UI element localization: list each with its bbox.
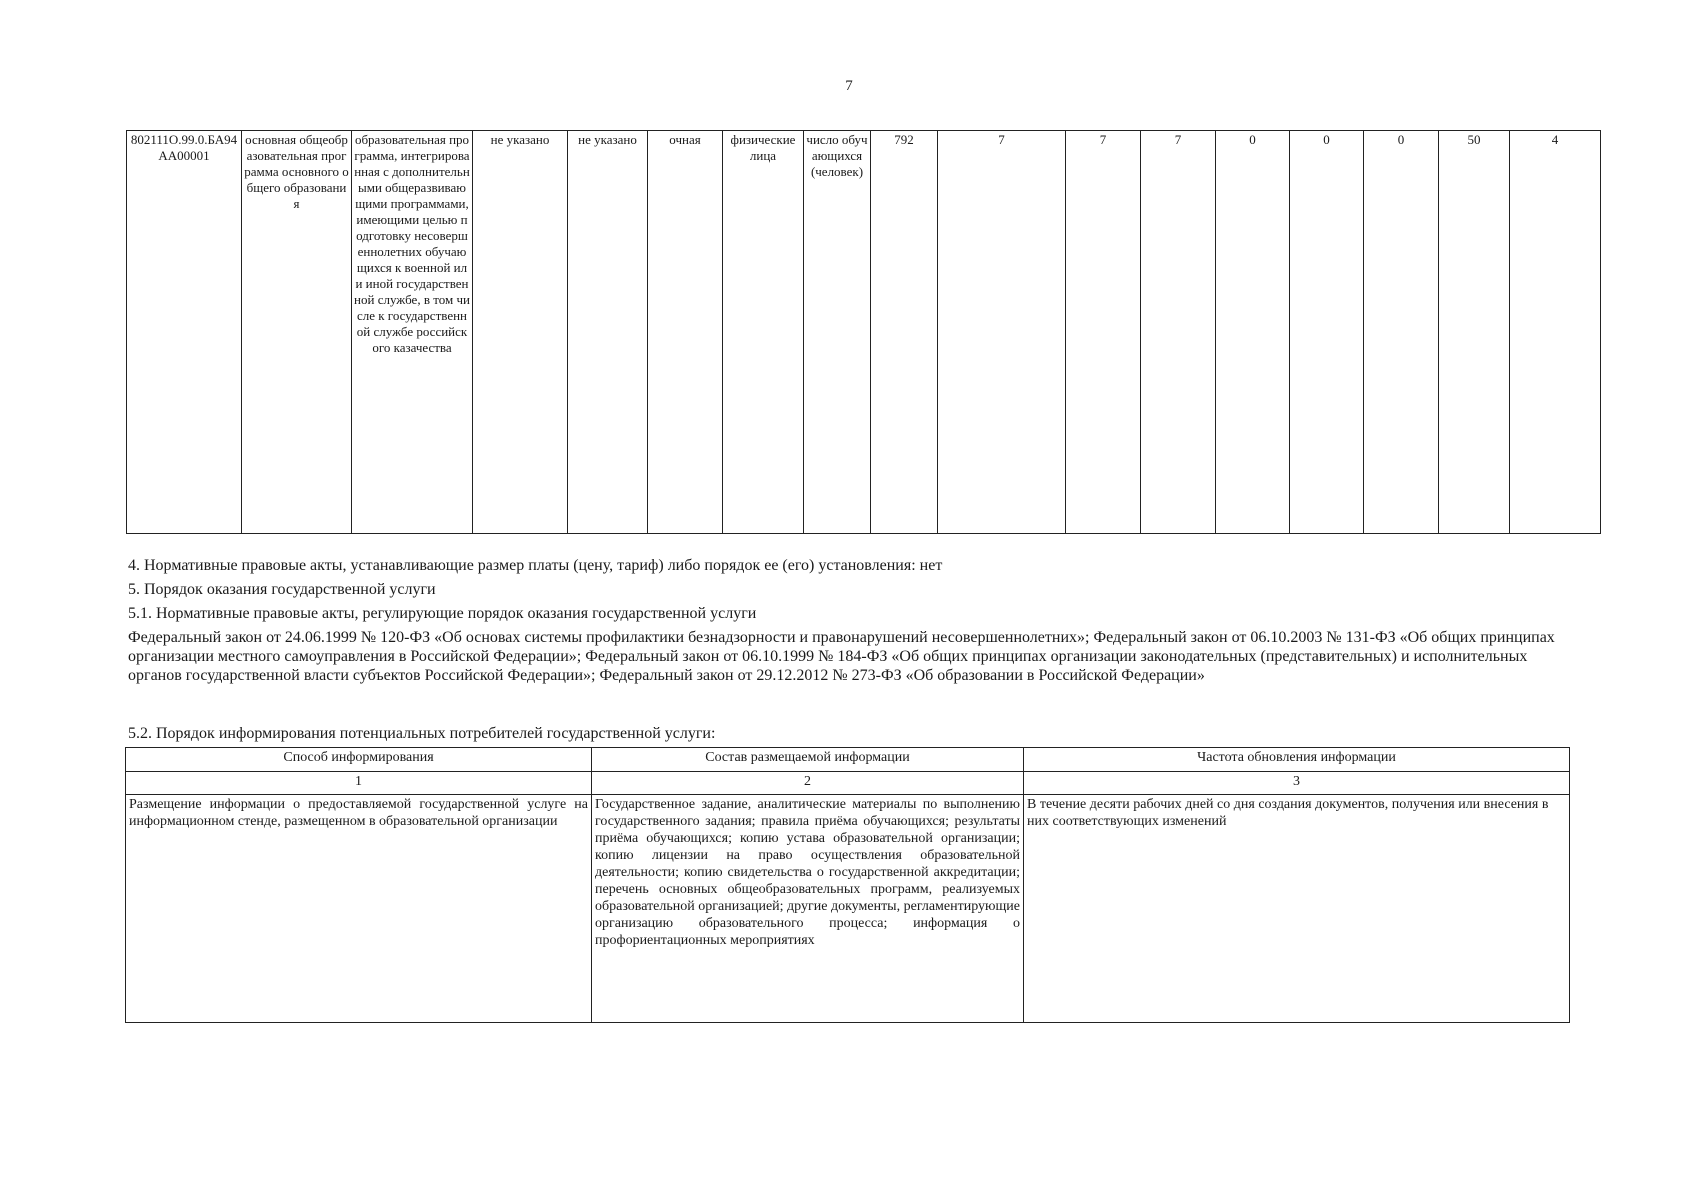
information-content-cell: Государственное задание, аналитические материалы по выполнению государственного задания; правила приёма обучающихся; результаты приёма обучающихся; копию устава образовательной организации; копию лицензии на право осуществления образовательной деятельности; копию свидетельства о государственной аккредитации; перечень основных общеобразовательных программ, реализуемых образовательной организацией; другие документы, регламентирующие организацию образовательного процесса; информация о профориентационных мероприятиях — [592, 795, 1024, 1023]
value-cell: 0 — [1364, 131, 1439, 534]
consumers-cell: физические лица — [723, 131, 804, 534]
table-row — [126, 795, 1570, 1023]
page-number: 7 — [845, 78, 853, 94]
table-header-row — [126, 748, 1570, 772]
indicator-name-cell: число обучающихся (человек) — [804, 131, 871, 534]
category-cell: не указано — [473, 131, 568, 534]
column-header: Частота обновления информации — [1024, 748, 1570, 772]
registry-number-cell: 802111О.99.0.БА94АА00001 — [127, 131, 242, 534]
value-cell: 0 — [1216, 131, 1290, 534]
column-number: 2 — [592, 772, 1024, 795]
informing-method-cell: Размещение информации о предоставляемой государственной услуге на информационном стенде, размещенном в образовательной организации — [126, 795, 592, 1023]
program-type-cell: основная общеобразовательная программа основного общего образования — [242, 131, 352, 534]
value-cell: 50 — [1439, 131, 1510, 534]
okei-code-cell: 792 — [871, 131, 938, 534]
section-5-2-heading: 5.2. Порядок информирования потенциальных потребителей государственной услуги: — [128, 725, 716, 742]
service-indicator-table — [126, 130, 1601, 534]
value-cell: 0 — [1290, 131, 1364, 534]
column-number: 1 — [126, 772, 592, 795]
value-cell: 7 — [938, 131, 1066, 534]
value-cell: 7 — [1141, 131, 1216, 534]
value-cell: 7 — [1066, 131, 1141, 534]
update-frequency-cell: В течение десяти рабочих дней со дня создания документов, получения или внесения в них соответствующих изменений — [1024, 795, 1570, 1023]
section-4-text: 4. Нормативные правовые акты, устанавливающие размер платы (цену, тариф) либо порядок ее (его) установления: нет — [128, 557, 943, 574]
value-cell: 4 — [1510, 131, 1601, 534]
column-header: Способ информирования — [126, 748, 592, 772]
category-cell: не указано — [568, 131, 648, 534]
regulatory-acts-text: Федеральный закон от 24.06.1999 № 120-ФЗ «Об основах системы профилактики безнадзорности и правонарушений несовершеннолетних»; Федеральный закон от 06.10.2003 № 131-ФЗ «Об общих принципах организации местного самоуправления в Российской Федерации»; Федеральный закон от 06.10.1999 № 184-ФЗ «Об общих принципах организации законодательных (представительных) и исполнительных органов государственной власти субъектов Российской Федерации»; Федеральный закон от 29.12.2012 № 273-ФЗ «Об образовании в Российской Федерации» — [128, 629, 1555, 684]
section-5-1-heading: 5.1. Нормативные правовые акты, регулирующие порядок оказания государственной услуги — [128, 605, 757, 622]
table-row — [127, 131, 1601, 534]
informing-table — [125, 747, 1570, 1023]
column-header: Состав размещаемой информации — [592, 748, 1024, 772]
column-number: 3 — [1024, 772, 1570, 795]
form-cell: очная — [648, 131, 723, 534]
section-5-heading: 5. Порядок оказания государственной услуги — [128, 581, 436, 598]
program-description-cell: образовательная программа, интегрированная с дополнительными общеразвивающими программами, имеющими целью подготовку несовершеннолетних обучающихся к военной или иной государственной службе, в том числе к государственной службе российского казачества — [352, 131, 473, 534]
column-number-row — [126, 772, 1570, 795]
